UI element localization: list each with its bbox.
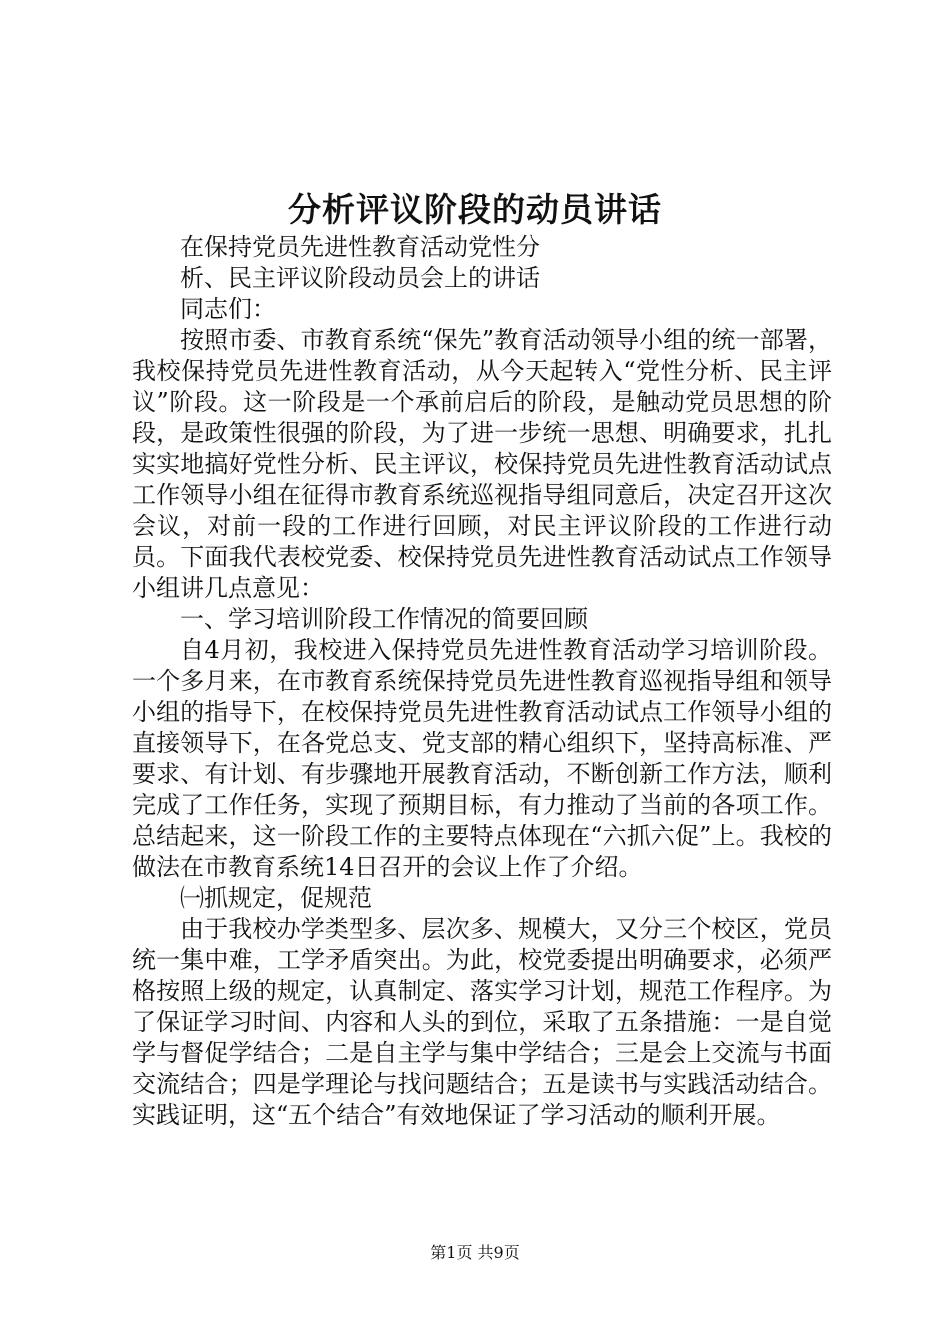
paragraph: 按照市委、市教育系统“保先”教育活动领导小组的统一部署，我校保持党员先进性教育活动，从今天起转入“党性分析、民主评议”阶段。这一阶段是一个承前启后的阶段，是触动党员思想的阶段，是政策性很强的阶段，为了进一步统一思想、明确要求，扎扎实实地搞好党性分析、民主评议，校保持党员先进性教育活动试点工作领导小组在征得市教育系统巡视指导组同意后，决定召开这次会议，对前一段的工作进行回顾，对民主评议阶段的工作进行动员。下面我代表校党委、校保持党员先进性教育活动试点工作领导小组讲几点意见：: [132, 326, 832, 602]
paragraph: 由于我校办学类型多、层次多、规模大，又分三个校区，党员统一集中难，工学矛盾突出。为此，校党委提出明确要求，必须严格按照上级的规定，认真制定、落实学习计划，规范工作程序。为了保证学习时间、内容和人头的到位，采取了五条措施：一是自觉学与督促学结合；二是自主学与集中学结合；三是会上交流与书面交流结合；四是学理论与找问题结合；五是读书与实践活动结合。实践证明，这“五个结合”有效地保证了学习活动的顺利开展。: [132, 915, 832, 1129]
subtitle-line-1: 在保持党员先进性教育活动党性分: [180, 233, 540, 261]
paragraph: 自4月初，我校进入保持党员先进性教育活动学习培训阶段。一个多月来，在市教育系统保持党员先进性教育巡视指导组和领导小组的指导下，在校保持党员先进性教育活动试点工作领导小组的直接领导下，在各党总支、党支部的精心组织下，坚持高标准、严要求、有计划、有步骤地开展教育活动，不断创新工作方法，顺利完成了工作任务，实现了预期目标，有力推动了当前的各项工作。总结起来，这一阶段工作的主要特点体现在“六抓六促”上。我校的做法在市教育系统14日召开的会议上作了介绍。: [132, 636, 832, 881]
subsection-heading: ㈠抓规定，促规范: [180, 884, 372, 912]
document-body: [132, 232, 832, 1131]
subtitle-line-2: 析、民主评议阶段动员会上的讲话: [180, 264, 540, 292]
document-title: 分析评议阶段的动员讲话: [288, 190, 662, 229]
salutation: 同志们：: [180, 295, 276, 323]
section-heading: 一、学习培训阶段工作情况的简要回顾: [180, 605, 588, 633]
page-footer: 第1页 共9页: [430, 1243, 520, 1262]
